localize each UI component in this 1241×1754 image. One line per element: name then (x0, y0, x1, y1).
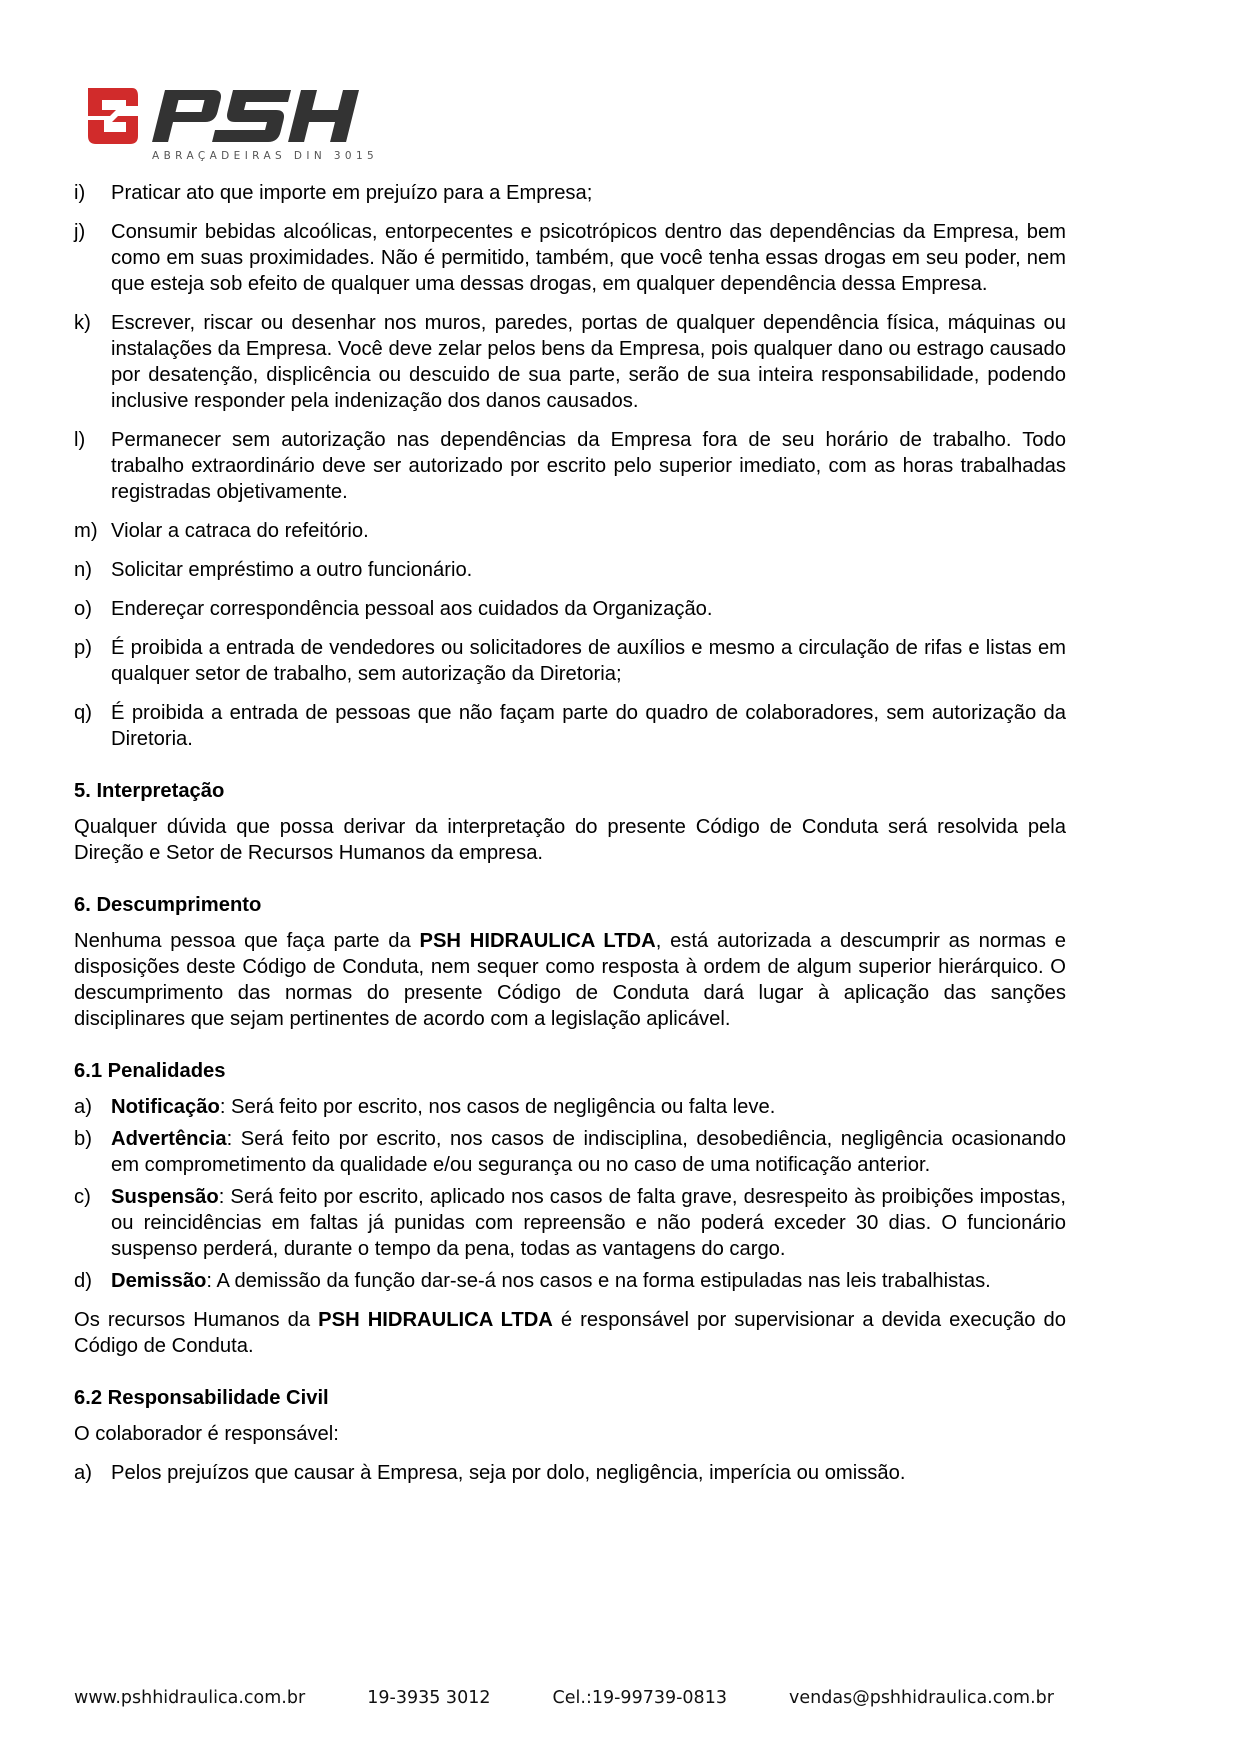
list-item (74, 557, 1066, 583)
list-item (74, 700, 1066, 752)
list-marker: a) (74, 1096, 92, 1118)
list-marker: p) (74, 637, 92, 659)
list-item-text: Praticar ato que importe em prejuízo para a Empresa; (111, 182, 593, 204)
paragraph-text: é responsável por supervisionar a devida execução do Código de Conduta. (74, 1309, 1066, 1357)
list-item (74, 635, 1066, 687)
paragraph-text: Os recursos Humanos da (74, 1309, 319, 1331)
penalty-term: Demissão (111, 1270, 207, 1292)
list-item (74, 180, 1066, 206)
penalty-term: Notificação (111, 1096, 220, 1118)
list-marker: c) (74, 1186, 91, 1208)
section-intro: O colaborador é responsável: (74, 1423, 339, 1445)
list-item-text (111, 1184, 1066, 1262)
company-name: PSH HIDRAULICA LTDA (419, 930, 656, 952)
company-name: PSH HIDRAULICA LTDA (318, 1309, 553, 1331)
list-item-text: Solicitar empréstimo a outro funcionário. (111, 559, 473, 581)
list-item (74, 518, 1066, 544)
section-paragraph: Qualquer dúvida que possa derivar da interpretação do presente Código de Conduta será resolvida pela Direção e Setor de Recursos Humanos da empresa. (74, 816, 1066, 864)
penalty-description: : A demissão da função dar-se-á nos casos e na forma estipuladas nas leis trabalhistas. (206, 1270, 991, 1292)
prohibitions-list (74, 180, 1066, 752)
list-marker: o) (74, 598, 92, 620)
list-item-text: Violar a catraca do refeitório. (111, 520, 369, 542)
list-item (74, 310, 1066, 414)
list-item-text: Consumir bebidas alcoólicas, entorpecentes e psicotrópicos dentro das dependências da Empresa, bem como em suas proximidades. Não é permitido, também, que você tenha essas drogas em seu poder, nem que esteja sob efeito de qualquer uma dessas drogas, em qualquer dependência dessa Empresa. (111, 221, 1066, 295)
list-marker: l) (74, 429, 86, 451)
list-marker: a) (74, 1462, 92, 1484)
logo-tagline: ABRAÇADEIRAS DIN 3015 (152, 150, 379, 162)
list-item-text: Permanecer sem autorização nas dependências da Empresa fora de seu horário de trabalho. Todo trabalho extraordinário deve ser autorizado por escrito pelo superior imediato, com as horas trabalhadas registradas objetivamente. (111, 429, 1066, 503)
section-heading-penalidades: 6.1 Penalidades (74, 1060, 226, 1082)
section-heading-descumprimento: 6. Descumprimento (74, 894, 262, 916)
section-paragraph (74, 928, 1066, 1032)
list-marker: i) (74, 182, 86, 204)
list-item (74, 1126, 1066, 1178)
list-item-text (111, 1268, 1066, 1294)
footer-phone: 19-3935 3012 (367, 1688, 491, 1708)
penalties-list (74, 1094, 1066, 1294)
document-body (74, 180, 1066, 1499)
penalty-term: Advertência (111, 1128, 227, 1150)
paragraph-text: Nenhuma pessoa que faça parte da (74, 930, 420, 952)
list-item-text: É proibida a entrada de pessoas que não façam parte do quadro de colaboradores, sem autorização da Diretoria. (111, 702, 1066, 750)
list-item (74, 427, 1066, 505)
list-item (74, 1268, 1066, 1294)
list-item-text (111, 1126, 1066, 1178)
list-item (74, 596, 1066, 622)
list-item-text: Escrever, riscar ou desenhar nos muros, paredes, portas de qualquer dependência física, máquinas ou instalações da Empresa. Você deve zelar pelos bens da Empresa, pois qualquer dano ou estrago causado por desatenção, displicência ou descuido de sua parte, serão de sua inteira responsabilidade, podendo inclusive responder pela indenização dos danos causados. (111, 312, 1066, 412)
company-logo (86, 86, 379, 168)
footer-email[interactable]: vendas@pshhidraulica.com.br (789, 1688, 1054, 1708)
list-item (74, 1094, 1066, 1120)
list-marker: n) (74, 559, 92, 581)
section-heading-interpretacao: 5. Interpretação (74, 780, 225, 802)
penalty-description: : Será feito por escrito, aplicado nos casos de falta grave, desrespeito às proibições impostas, ou reincidências em faltas já punidas com repreensão e não poderá exceder 30 dias. O funcionário suspenso perderá, durante o tempo da pena, todas as vantagens do cargo. (111, 1186, 1066, 1260)
list-item-text (111, 1094, 1066, 1120)
list-item-text: Pelos prejuízos que causar à Empresa, seja por dolo, negligência, imperícia ou omissão. (111, 1462, 906, 1484)
footer-cell: Cel.:19-99739-0813 (552, 1688, 727, 1708)
list-marker: d) (74, 1270, 92, 1292)
list-item (74, 1460, 1066, 1486)
list-marker: j) (74, 221, 86, 243)
psh-logo-icon (86, 86, 366, 146)
penalty-description: : Será feito por escrito, nos casos de indisciplina, desobediência, negligência ocasionando em comprometimento da qualidade e/ou segurança ou no caso de uma notificação anterior. (111, 1128, 1066, 1176)
list-item (74, 219, 1066, 297)
footer-website[interactable]: www.pshhidraulica.com.br (74, 1688, 306, 1708)
paragraph-text: , está autorizada a descumprir as normas e disposições deste Código de Conduta, nem sequer como resposta à ordem de algum superior hierárquico. O descumprimento das normas do presente Código de Conduta dará lugar à aplicação das sanções disciplinares que sejam pertinentes de acordo com a legislação aplicável. (74, 930, 1066, 1030)
list-marker: m) (74, 520, 98, 542)
list-item (74, 1184, 1066, 1262)
list-marker: q) (74, 702, 92, 724)
penalty-description: : Será feito por escrito, nos casos de negligência ou falta leve. (219, 1096, 776, 1118)
list-item-text: Endereçar correspondência pessoal aos cuidados da Organização. (111, 598, 713, 620)
penalty-term: Suspensão (111, 1186, 219, 1208)
section-paragraph (74, 1307, 1066, 1359)
list-marker: b) (74, 1128, 92, 1150)
section-heading-responsabilidade-civil: 6.2 Responsabilidade Civil (74, 1387, 329, 1409)
page-footer (74, 1688, 1054, 1708)
list-item-text: É proibida a entrada de vendedores ou solicitadores de auxílios e mesmo a circulação de rifas e listas em qualquer setor de trabalho, sem autorização da Diretoria; (111, 637, 1066, 685)
list-marker: k) (74, 312, 91, 334)
